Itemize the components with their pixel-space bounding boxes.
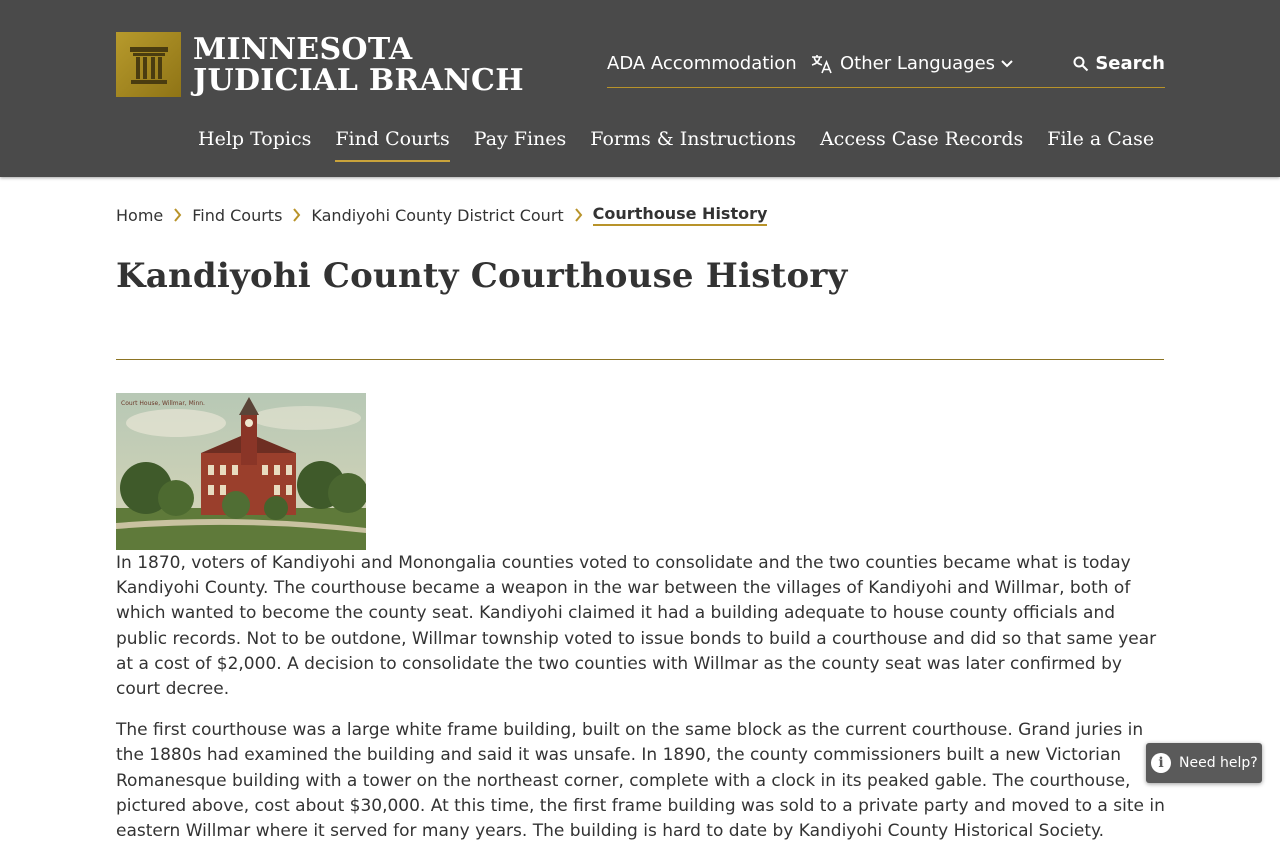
need-help-label: Need help? bbox=[1179, 755, 1258, 771]
translate-icon bbox=[810, 53, 834, 75]
nav-find-courts[interactable]: Find Courts bbox=[335, 126, 449, 162]
breadcrumb-current: Courthouse History bbox=[593, 204, 768, 226]
nav-forms-instructions[interactable]: Forms & Instructions bbox=[590, 128, 796, 150]
site-logo[interactable] bbox=[116, 32, 524, 97]
postcard-caption: Court House, Willmar, Minn. bbox=[121, 400, 205, 407]
utility-bar bbox=[607, 50, 1165, 88]
paragraph-2: The first courthouse was a large white frame building, built on the same block as the current courthouse. Grand juries in the 1880s had examined the building and said it was unsafe. In 1890, the county commissioners built a new Victorian Romanesque building with a tower on the northeast corner, complete with a clock in its peaked gable. The courthouse, pictured above, cost about $30,000. At this time, the first frame building was sold to a private party and moved to a site in eastern Willmar where it served for many years. The building is hard to date by Kandiyohi County Historical Society. bbox=[116, 720, 1165, 842]
breadcrumb-district-court[interactable]: Kandiyohi County District Court bbox=[311, 205, 564, 225]
other-languages-label: Other Languages bbox=[840, 53, 996, 74]
info-icon: i bbox=[1151, 753, 1171, 773]
breadcrumb bbox=[116, 204, 767, 226]
chevron-right-icon bbox=[173, 208, 182, 222]
title-divider bbox=[116, 359, 1164, 360]
logo-line-2: JUDICIAL BRANCH bbox=[193, 62, 524, 98]
nav-file-a-case[interactable]: File a Case bbox=[1047, 128, 1155, 150]
nav-help-topics[interactable]: Help Topics bbox=[198, 128, 312, 150]
search-label: Search bbox=[1095, 53, 1165, 74]
chevron-right-icon bbox=[292, 208, 301, 222]
main-navigation bbox=[198, 126, 1178, 162]
paragraph-1: In 1870, voters of Kandiyohi and Monongalia counties voted to consolidate and the two counties became what is today Kandiyohi County. The courthouse became a weapon in the war between the villages of Kandiyohi and Willmar, both of which wanted to become the county seat. Kandiyohi claimed it had a building adequate to house county officials and public records. Not to be outdone, Willmar township voted to issue bonds to build a courthouse and did so that same year at a cost of $2,000. A decision to consolidate the two counties with Willmar as the county seat was later confirmed by court decree. bbox=[116, 553, 1157, 700]
article-body bbox=[116, 551, 1166, 860]
search-button[interactable] bbox=[1073, 52, 1165, 76]
site-header bbox=[0, 0, 1280, 177]
courthouse-postcard-image bbox=[116, 393, 366, 550]
logo-line-1: MINNESOTA bbox=[193, 31, 413, 67]
other-languages-dropdown[interactable] bbox=[810, 52, 1013, 76]
pillar-logo-icon bbox=[116, 32, 181, 97]
need-help-button[interactable] bbox=[1146, 743, 1262, 783]
nav-access-case-records[interactable]: Access Case Records bbox=[819, 128, 1024, 150]
search-icon bbox=[1073, 56, 1089, 72]
ada-accommodation-link[interactable]: ADA Accommodation bbox=[607, 53, 797, 74]
chevron-right-icon bbox=[574, 208, 583, 222]
nav-pay-fines[interactable]: Pay Fines bbox=[473, 128, 567, 150]
chevron-down-icon bbox=[1001, 60, 1013, 68]
breadcrumb-home[interactable]: Home bbox=[116, 205, 164, 225]
breadcrumb-find-courts[interactable]: Find Courts bbox=[192, 205, 283, 225]
page-title: Kandiyohi County Courthouse History bbox=[116, 256, 848, 296]
